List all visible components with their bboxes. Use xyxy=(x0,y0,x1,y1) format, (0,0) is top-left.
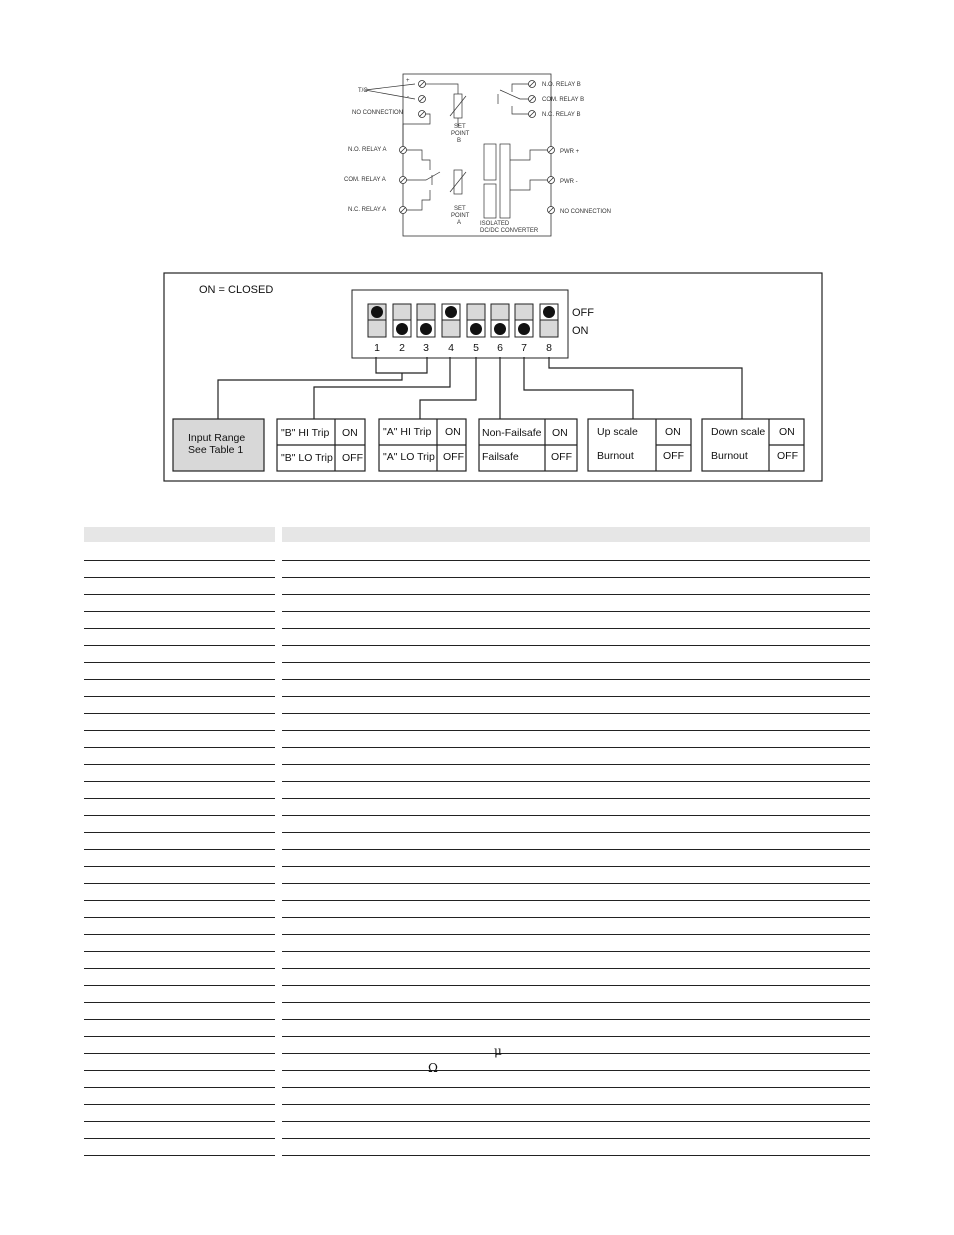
label-no-connection-right: NO CONNECTION xyxy=(560,209,611,215)
table-cell-parameter xyxy=(84,680,275,697)
dip-switch-actuator-2 xyxy=(396,323,408,335)
dip-switch-actuator-1 xyxy=(371,306,383,318)
table-row xyxy=(84,1037,870,1054)
label-no-relay-b: N.O. RELAY B xyxy=(542,82,581,88)
label-setpoint-b-3: B xyxy=(457,138,462,144)
table-row xyxy=(84,646,870,663)
label-nc-relay-a: N.C. RELAY A xyxy=(348,207,387,213)
table-cell-value xyxy=(282,714,870,731)
label-tc-plus: + xyxy=(406,78,410,84)
table-cell-value xyxy=(282,731,870,748)
table-row xyxy=(84,918,870,935)
b-trip-val2: OFF xyxy=(342,452,363,464)
label-setpoint-a-2: POINT xyxy=(451,213,470,219)
table-row xyxy=(84,714,870,731)
dip-legend: ON = CLOSED xyxy=(199,284,274,296)
dip-switch-actuator-3 xyxy=(420,323,432,335)
table-row xyxy=(84,1088,870,1105)
label-converter-1: ISOLATED xyxy=(480,221,510,227)
table-row xyxy=(84,612,870,629)
label-nc-relay-b: N.C. RELAY B xyxy=(542,112,581,118)
table-cell-value xyxy=(282,833,870,850)
dip-switch-actuator-5 xyxy=(470,323,482,335)
table-cell-parameter xyxy=(84,799,275,816)
table-cell-parameter xyxy=(84,1088,275,1105)
table-row xyxy=(84,816,870,833)
bracket-1-3 xyxy=(376,357,427,373)
table-cell-parameter xyxy=(84,1105,275,1122)
table-row xyxy=(84,680,870,697)
connector-downscale xyxy=(549,357,742,420)
table-cell-value xyxy=(282,748,870,765)
table-cell-parameter xyxy=(84,663,275,680)
table-row xyxy=(84,833,870,850)
label-com-relay-a: COM. RELAY A xyxy=(344,177,386,183)
label-setpoint-a-3: A xyxy=(457,220,462,226)
table-cell-value xyxy=(282,680,870,697)
table-cell-parameter xyxy=(84,1139,275,1156)
table-cell-parameter xyxy=(84,646,275,663)
table-cell-parameter xyxy=(84,918,275,935)
table-cell-parameter xyxy=(84,1037,275,1054)
table-cell-value xyxy=(282,1020,870,1037)
table-cell-parameter xyxy=(84,1020,275,1037)
table-cell-parameter xyxy=(84,731,275,748)
input-range-line1: Input Range xyxy=(188,432,246,444)
failsafe-val1: ON xyxy=(552,427,568,439)
group-a-trip xyxy=(379,419,466,471)
a-trip-val2: OFF xyxy=(443,451,464,463)
dip-switch-7 xyxy=(515,304,533,337)
table-cell-parameter xyxy=(84,867,275,884)
table-row xyxy=(84,663,870,680)
table-cell-parameter xyxy=(84,850,275,867)
table-row xyxy=(84,1054,870,1071)
table-cell-parameter xyxy=(84,561,275,578)
spec-table xyxy=(84,527,870,1156)
table-row xyxy=(84,765,870,782)
table-cell-value xyxy=(282,850,870,867)
connector-input-range xyxy=(218,373,402,420)
table-row xyxy=(84,901,870,918)
table-cell-parameter xyxy=(84,935,275,952)
table-row xyxy=(84,884,870,901)
table-cell-parameter xyxy=(84,833,275,850)
table-cell-value xyxy=(282,663,870,680)
failsafe-row1: Non-Failsafe xyxy=(482,427,542,439)
dip-switch-1 xyxy=(368,304,386,337)
table-cell-parameter xyxy=(84,1071,275,1088)
upscale-val1: ON xyxy=(665,426,681,438)
dip-switch-number-1: 1 xyxy=(374,342,380,354)
dip-switch-number-6: 6 xyxy=(497,342,503,354)
table-cell-parameter xyxy=(84,697,275,714)
a-trip-val1: ON xyxy=(445,426,461,438)
b-trip-row1: "B" HI Trip xyxy=(281,427,330,439)
table-header-cell-2 xyxy=(282,527,870,542)
table-cell-value xyxy=(282,765,870,782)
group-upscale xyxy=(588,419,691,471)
table-row xyxy=(84,1122,870,1139)
table-cell-parameter xyxy=(84,714,275,731)
table-cell-value xyxy=(282,544,870,561)
dip-switch-actuator-6 xyxy=(494,323,506,335)
table-cell-parameter xyxy=(84,765,275,782)
table-cell-value xyxy=(282,867,870,884)
a-trip-row1: "A" HI Trip xyxy=(383,426,432,438)
table-cell-parameter xyxy=(84,952,275,969)
upscale-row2: Burnout xyxy=(597,450,634,462)
table-cell-value xyxy=(282,986,870,1003)
downscale-row1: Down scale xyxy=(711,426,766,438)
table-cell-value xyxy=(282,1139,870,1156)
table-cell-parameter xyxy=(84,612,275,629)
dip-switch-number-7: 7 xyxy=(521,342,527,354)
table-cell-parameter xyxy=(84,748,275,765)
table-cell-parameter xyxy=(84,629,275,646)
table-cell-value xyxy=(282,646,870,663)
failsafe-val2: OFF xyxy=(551,451,572,463)
dip-switch-actuator-4 xyxy=(445,306,457,318)
dip-switch-diagram xyxy=(0,0,954,500)
dip-switch-number-5: 5 xyxy=(473,342,479,354)
label-setpoint-b-1: SET xyxy=(454,124,466,130)
table-row xyxy=(84,629,870,646)
input-range-line2: See Table 1 xyxy=(188,444,244,456)
table-cell-parameter xyxy=(84,1003,275,1020)
label-com-relay-b: COM. RELAY B xyxy=(542,97,585,103)
table-cell-value xyxy=(282,1054,870,1071)
dip-switch-number-2: 2 xyxy=(399,342,405,354)
group-downscale xyxy=(702,419,804,471)
table-row xyxy=(84,731,870,748)
table-cell-value xyxy=(282,697,870,714)
table-row xyxy=(84,986,870,1003)
table-row xyxy=(84,1071,870,1088)
dip-switch-actuator-7 xyxy=(518,323,530,335)
table-cell-value xyxy=(282,816,870,833)
table-cell-value xyxy=(282,884,870,901)
dip-switch-actuator-8 xyxy=(543,306,555,318)
dip-switch-number-3: 3 xyxy=(423,342,429,354)
table-row xyxy=(84,952,870,969)
b-trip-row2: "B" LO Trip xyxy=(281,452,333,464)
table-row xyxy=(84,1003,870,1020)
table-cell-value xyxy=(282,799,870,816)
dip-switch-number-8: 8 xyxy=(546,342,552,354)
dip-switch-2 xyxy=(393,304,411,337)
table-row xyxy=(84,544,870,561)
upscale-val2: OFF xyxy=(663,450,684,462)
label-pwr-plus: PWR + xyxy=(560,149,580,155)
table-cell-parameter xyxy=(84,544,275,561)
table-cell-value xyxy=(282,1003,870,1020)
table-row xyxy=(84,697,870,714)
table-row xyxy=(84,595,870,612)
dip-switch-6 xyxy=(491,304,509,337)
connector-a-trip xyxy=(420,357,476,420)
table-cell-value xyxy=(282,578,870,595)
table-cell-value xyxy=(282,1037,870,1054)
connector-b-trip xyxy=(314,357,450,420)
group-b-trip xyxy=(277,419,365,471)
failsafe-row2: Failsafe xyxy=(482,451,519,463)
dip-switch-number-4: 4 xyxy=(448,342,454,354)
dip-switch-8 xyxy=(540,304,558,337)
table-row xyxy=(84,782,870,799)
dip-switch-5 xyxy=(467,304,485,337)
table-row xyxy=(84,748,870,765)
table-row xyxy=(84,561,870,578)
table-cell-parameter xyxy=(84,1122,275,1139)
label-setpoint-b-2: POINT xyxy=(451,131,470,137)
group-failsafe xyxy=(479,419,577,471)
upscale-row1: Up scale xyxy=(597,426,638,438)
label-converter-2: DC/DC CONVERTER xyxy=(480,228,539,234)
table-cell-value xyxy=(282,1122,870,1139)
table-row xyxy=(84,799,870,816)
dip-switch-4 xyxy=(442,304,460,337)
label-tc: T/C xyxy=(358,88,368,94)
table-cell-value xyxy=(282,901,870,918)
table-row xyxy=(84,1139,870,1156)
label-tc-minus: - xyxy=(407,94,409,100)
table-cell-value xyxy=(282,629,870,646)
table-row xyxy=(84,969,870,986)
label-setpoint-a-1: SET xyxy=(454,206,466,212)
table-cell-value xyxy=(282,1071,870,1088)
downscale-val1: ON xyxy=(779,426,795,438)
table-row xyxy=(84,1020,870,1037)
table-cell-value xyxy=(282,561,870,578)
dip-switch-3 xyxy=(417,304,435,337)
table-cell-value xyxy=(282,969,870,986)
connector-upscale xyxy=(524,357,633,420)
table-cell-value xyxy=(282,782,870,799)
table-cell-parameter xyxy=(84,969,275,986)
table-cell-parameter xyxy=(84,884,275,901)
table-cell-value xyxy=(282,952,870,969)
table-cell-parameter xyxy=(84,986,275,1003)
table-cell-value xyxy=(282,595,870,612)
table-cell-parameter xyxy=(84,578,275,595)
label-pwr-minus: PWR - xyxy=(560,179,578,185)
table-row xyxy=(84,850,870,867)
label-no-connection-left: NO CONNECTION xyxy=(352,110,403,116)
table-cell-value xyxy=(282,1088,870,1105)
ohm-symbol: Ω xyxy=(428,1061,438,1075)
table-cell-value xyxy=(282,918,870,935)
table-cell-value xyxy=(282,935,870,952)
table-row xyxy=(84,578,870,595)
table-header-cell-1 xyxy=(84,527,275,542)
downscale-val2: OFF xyxy=(777,450,798,462)
table-cell-parameter xyxy=(84,816,275,833)
table-header-row xyxy=(84,527,870,544)
table-cell-parameter xyxy=(84,595,275,612)
label-no-relay-a: N.O. RELAY A xyxy=(348,147,387,153)
table-cell-parameter xyxy=(84,901,275,918)
table-cell-value xyxy=(282,1105,870,1122)
table-row xyxy=(84,1105,870,1122)
downscale-row2: Burnout xyxy=(711,450,748,462)
dip-on-label: ON xyxy=(572,325,589,337)
table-cell-parameter xyxy=(84,1054,275,1071)
table-cell-value xyxy=(282,612,870,629)
a-trip-row2: "A" LO Trip xyxy=(383,451,435,463)
b-trip-val1: ON xyxy=(342,427,358,439)
table-cell-parameter xyxy=(84,782,275,799)
micro-symbol: μ xyxy=(494,1044,502,1058)
table-row xyxy=(84,935,870,952)
dip-off-label: OFF xyxy=(572,307,594,319)
table-row xyxy=(84,867,870,884)
